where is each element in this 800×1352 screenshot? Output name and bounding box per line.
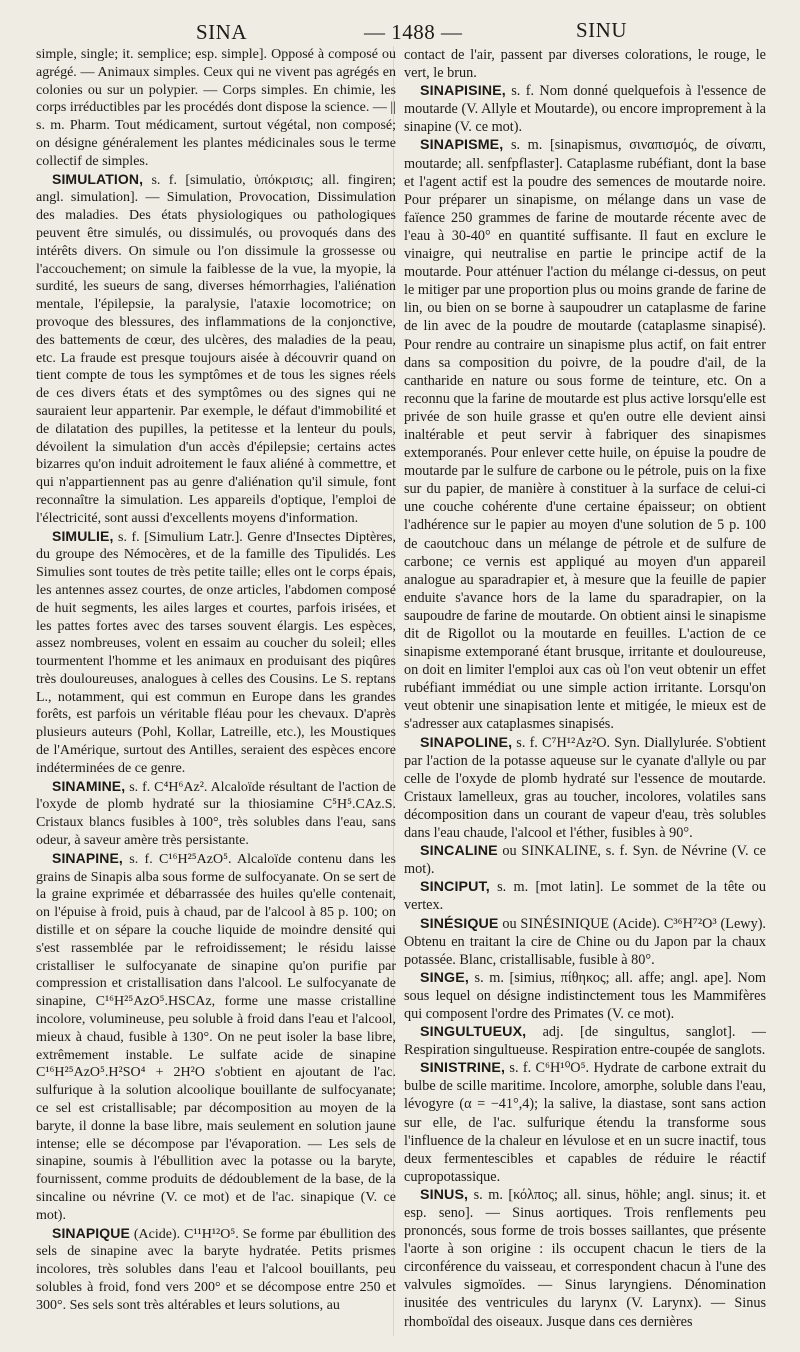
entry-simulation (36, 171, 396, 528)
entry-sinapoline (404, 734, 766, 843)
left-column (36, 46, 396, 1315)
headword: SINAPIQUE (52, 1224, 130, 1241)
headword: SIMULATION, (52, 170, 144, 187)
header-left-guide-word: SINA (196, 20, 248, 44)
header-right-guide-word: SINU (576, 18, 628, 42)
definition: s. m. [mot latin]. Le sommet de la tête ou vertex. (404, 879, 766, 914)
headword: SINAMINE, (52, 777, 126, 794)
definition: (Acide). C¹¹H¹²O⁵. Se forme par ébullition des sels de sinapine avec la baryte hydratée. Petits prismes incolores, très solubles dans l'eau et l'alcool bouillants, peu solubles à froid, fond vers 200° et se décompose entre 250 et 300°. Ses sels sont très altérables et leurs solutions, au (36, 1226, 396, 1313)
entry-sinapique (36, 1225, 396, 1315)
headword: SINCALINE (420, 843, 498, 860)
definition: s. f. C⁷H¹²Az²O. Syn. Diallylurée. S'obtient par l'action de la potasse aqueuse sur le cyanate d'allyle ou par celle de l'oxyde de plomb hydraté sur l'essence de moutarde. Cristaux lamelleux, gras au toucher, incolores, volatiles sans décomposition dans un courant de vapeur d'eau, très solubles dans l'eau chaude, l'alcool et l'éther, fusibles à 90°. (404, 734, 766, 842)
definition: s. f. C¹⁶H²⁵AzO⁵. Alcaloïde contenu dans les grains de Sinapis alba sous forme de sulfocyanate. On se sert de la graine exprimée et débarrassée des huiles qu'elle contenait, on l'épuise à froid, puis à chaud, par de l'alcool à 85 p. 100; on distille et on sépare la couche liquide de moindre densité qui s'est rassemblée par le refroidissement; le résidu laisse cristalliser le sulfocyanate de sinapine qu'on purifie par compression et cristallisation dans l'alcool. Le sulfocyanate de sinapine, C¹⁶H²⁵AzO⁵.HSCAz, forme une masse cristalline incolore, volumineuse, peu soluble à froid dans l'eau et l'alcool, mieux à chaud, fusible à 130°. On ne peut isoler la base libre, extrêmement instable. Le sulfate acide de sinapine C¹⁶H²⁵AzO⁵.H²SO⁴ + 2H²O s'obtient en ajoutant de l'ac. sulfurique à la solution alcoolique bouillante de sulfocyanate; ce sel est cristallisable; par décomposition au moyen de la baryte, il donne la base libre, mais seulement en solution jaune intense; elle se décompose par l'évaporation. — Les sels de sinapine, soumis à l'ébullition avec la potasse ou la baryte, fournissent, comme produits de dédoublement de la base, de la sincaline ou névrine (V. ce mot) et de l'ac. sinapique (V. ce mot). (36, 851, 396, 1223)
headword: SINCIPUT, (420, 879, 490, 896)
entry-sinus (404, 1186, 766, 1331)
definition: s. f. [Simulium Latr.]. Genre d'Insectes Diptères, du groupe des Némocères, et de la famille des Tipulidés. Les Simulies sont toutes de très petite taille; elles ont le corps épais, les antennes assez courtes, de onze articles, l'abdomen composé de huit segments, les ailes larges et courtes, parfois irisées, et les pattes fortes avec des tarses souvent élargis. Les espèces, assez nombreuses, volent en essaim au coucher du soleil; elles tourmentent l'homme et les animaux en produisant des piqûres très douloureuses, analogues à celles des Cousins. Le S. reptans L., notamment, qui est commun en Europe dans les grandes forêts, est parfois un véritable fléau pour les chevaux. D'après plusieurs auteurs (Pohl, Kollar, Latreille, etc.), les Moustiques de l'Amérique, surtout des Antilles, seraient des espèces encore indéterminées de ce genre. (36, 529, 396, 776)
headword: SINAPINE, (52, 849, 123, 866)
entry-sincaline (404, 842, 766, 878)
headword: SINAPOLINE, (420, 734, 513, 751)
definition: s. f. C⁶H¹⁰O⁵. Hydrate de carbone extrait du bulbe de scille maritime. Incolore, amorphe, soluble dans l'eau, lévogyre (α = −41°,4); la salive, la diastase, sont sans action sur elle, de l'ac. sulfurique étendu la transforme sous l'influence de la chaleur en lévulose et en un sucre inactif, tous deux fermentescibles et capables de réduire le réactif cupropotassique. (404, 1060, 766, 1185)
entry-sinamine (36, 778, 396, 850)
definition: s. m. [simius, πίθηκος; all. affe; angl. ape]. Nom sous lequel on désigne indistinctement tous les Mammifères qui composent l'ordre des Primates (V. ce mot). (404, 969, 766, 1022)
definition: adj. [de singultus, sanglot]. — Respiration singultueuse. Respiration entre-coupée de sanglots. (404, 1024, 766, 1059)
entry-continuation: contact de l'air, passent par diverses colorations, le rouge, le vert, le brun. (404, 47, 766, 82)
headword: SINUS, (420, 1186, 469, 1203)
page-number: — 1488 — (364, 20, 463, 44)
headword: SINGULTUEUX, (420, 1024, 527, 1041)
entry-sinistrine (404, 1059, 766, 1186)
right-column (404, 46, 766, 1331)
definition: ou SINÉSINIQUE (Acide). C³⁶H⁷²O³ (Lewy). Obtenu en traitant la cire de Chine ou du Japon par la chaux potassée. Blanc, cristallisable, fusible à 80°. (404, 915, 766, 968)
headword: SINAPISINE, (420, 83, 506, 100)
running-header (20, 10, 772, 44)
entry-sinciput (404, 878, 766, 914)
headword: SINAPISME, (420, 137, 504, 154)
headword: SINÉSIQUE (420, 915, 499, 932)
definition: s. m. [κόλπος; all. sinus, höhle; angl. sinus; it. et esp. seno]. — Sinus aortiques. Trois renflements peu prononcés, sous forme de trois bosses saillantes, que présente l'aorte à son origine : ils occupent chacun le tiers de la circonférence du vaisseau, et correspondent chacun à l'une des valvules sigmoïdes. — Sinus laryngiens. Dénomination inusitée des ventricules du larynx (V. Larynx). — Sinus rhomboïdal des oiseaux. Jusque dans ces dernières (404, 1186, 766, 1330)
headword: SIMULIE, (52, 527, 114, 544)
entry-singultueux (404, 1023, 766, 1059)
entry-sinapine (36, 850, 396, 1225)
entry-simulie (36, 528, 396, 778)
entry-singe (404, 969, 766, 1023)
entry-continuation: simple, single; it. semplice; esp. simple]. Opposé à composé ou agrégé. — Animaux simples. Ceux qui ne vivent pas agrégés en colonies ou sur un polypier. — Corps simples. En chimie, les corps irréductibles par les procédés dont dispose la science. — || s. m. Pharm. Tout médicament, surtout végétal, non composé; on désigne généralement les plantes médicinales sous le terme collectif de simples. (36, 47, 396, 169)
definition: ou SINKALINE, s. f. Syn. de Névrine (V. ce mot). (404, 843, 766, 878)
headword: SINISTRINE, (420, 1060, 506, 1077)
definition: s. f. Nom donné quelquefois à l'essence de moutarde (V. Allyle et Moutarde), ou encore improprement à la sinapine (V. ce mot). (404, 83, 766, 136)
definition: s. m. [sinapismus, σιναπισμός, de σίναπι, moutarde; all. senfpflaster]. Cataplasme rubéfiant, dont la base et l'agent actif est la poudre des semences de moutarde noire. Pour préparer un sinapisme, on mélange dans un vase de faïence 250 grammes de farine de moutarde récente avec de l'eau à 30-40° en quantité suffisante. Il faut en exclure le vinaigre, qui neutralise en partie le principe actif de la moutarde. Pour atténuer l'action du mélange ci-dessus, on peut le mitiger par une proportion plus ou moins grande de farine de lin, ou bien on se borne à saupoudrer un cataplasme de farine de lin avec de la poudre de moutarde (cataplasme sinapisé). Pour rendre au contraire un sinapisme plus actif, on fait entrer dans sa composition du poivre, de la poudre d'ail, de la cantharide en nature ou sous forme de teinture, etc. On a reconnu que la farine de moutarde est plus active lorsqu'elle est privée de son huile grasse et qu'en outre elle devient ainsi inaltérable et peut servir à fabriquer des sinapismes extemporanés. Pour enlever cette huile, on épuise la poudre de moutarde par le sulfure de carbone ou le pétrole, puis on la fixe sur du papier, de manière à constituer à la surface de celui-ci une couche cohérente d'une certaine épaisseur; on obtient l'adhérence sur le papier au moyen d'une solution de 5 p. 100 de caoutchouc dans un mélange de pétrole et de sulfure de carbone; ce vernis est appliqué au moyen d'un appareil analogue au sparadrapier et, à mesure que la feuille de papier enduite s'avance hors de la lame du sparadrapier, on la saupoudre de farine de moutarde. On obtient ainsi le sinapisme dit de Rigollot ou la moutarde en feuilles. L'action de ce sinapisme extemporané étant brusque, irritante et douloureuse, on doit en limiter l'emploi aux cas où l'on veut obtenir un effet rubéfiant immédiat ou une simple action irritante. Lorsqu'on veut obtenir une sinapisation lente et mitigée, le mieux est de s'adresser aux cataplasmes sinapisés. (404, 137, 766, 733)
entry-sinesique (404, 915, 766, 969)
headword: SINGE, (420, 969, 469, 986)
entry-sinapisme (404, 136, 766, 733)
definition: s. f. [simulatio, ὑπόκρισις; all. fingiren; angl. simulation]. — Simulation, Provocation, Dissimulation des maladies. Des états physiologiques ou pathologiques peuvent être simulés, ou dissimulés, ou provoqués dans des intérêts divers. On simule ou l'on dissimule la grossesse ou l'accouchement; on simule la faiblesse de la vue, la myopie, la surdité, les sueurs de sang, diverses hémorrhagies, l'aliénation mentale, l'épilepsie, la paralysie, l'ataxie locomotrice; on provoque des blessures, des inflammations de la conjonctive, des battements de cœur, des ulcères, des maladies de la peau, etc. La fraude est presque toujours aisée à découvrir quand on tient compte de tous les symptômes et de tous les signes réels de ces divers états et des symptômes ou des signes qui ne sauraient leur appartenir. Par exemple, le défaut d'immobilité et de dilatation des pupilles, la petitesse et la lenteur du pouls, dévoilent la simulation d'un accès d'épilepsie; certains actes bizarres qu'on induit adroitement le faux aliéné à commettre, et qui n'appartiennent pas au genre d'aliénation qu'il simule, font reconnaître la simulation. Les appareils d'optique, l'emploi de l'électricité, sont aussi d'excellents moyens d'information. (36, 172, 396, 526)
definition: s. f. C⁴H⁶Az². Alcaloïde résultant de l'action de l'oxyde de plomb hydraté sur la thiosiamine C⁵H⁵.CAz.S. Cristaux blancs fusibles à 100°, très solubles dans l'eau, sans odeur, à saveur amère très persistante. (36, 779, 396, 849)
entry-sinapisine (404, 82, 766, 136)
